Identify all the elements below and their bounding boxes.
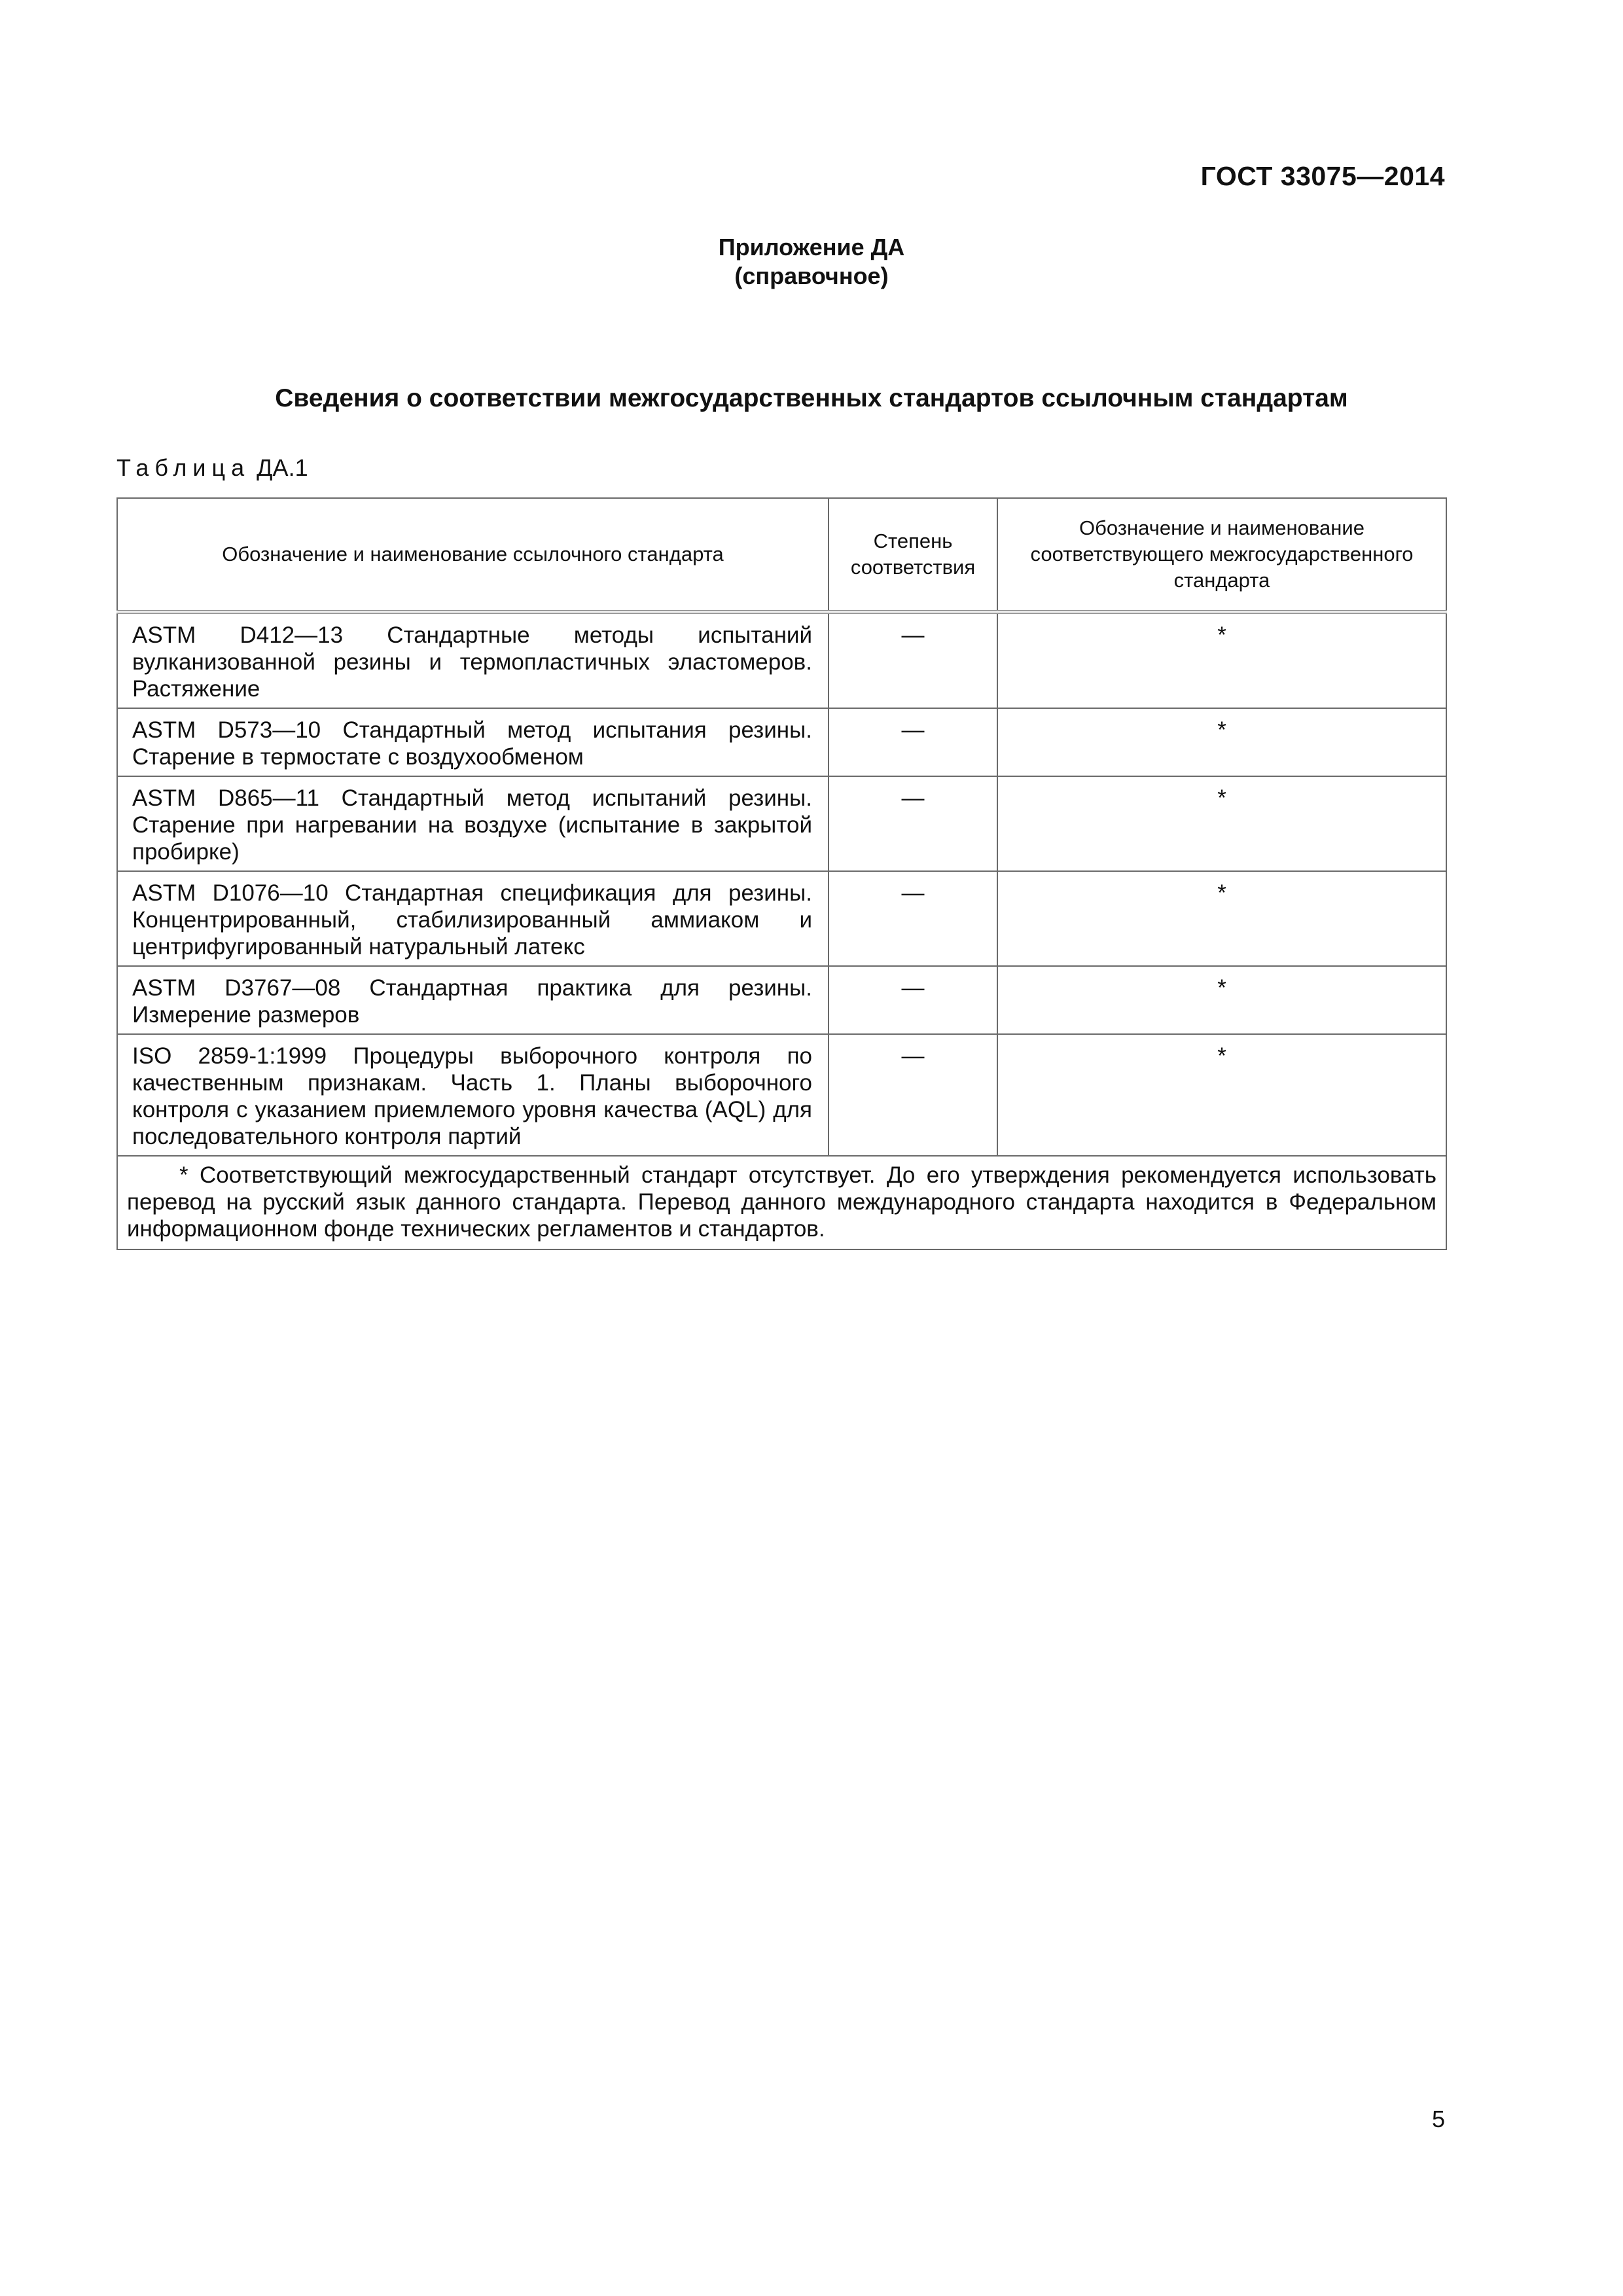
table-footnote-row xyxy=(117,1156,1446,1249)
reference-standard-cell: ASTM D412—13 Стандартные методы испытаний вулканизованной резины и термопластичных эластомеров. Растяжение xyxy=(117,612,829,708)
degree-cell: — xyxy=(829,776,997,871)
appendix-heading xyxy=(0,233,1623,291)
degree-cell: — xyxy=(829,966,997,1034)
table-footnote: * Соответствующий межгосударственный стандарт отсутствует. До его утверждения рекомендуется использовать перевод на русский язык данного стандарта. Перевод данного международного стандарта находится в Федеральном информационном фонде технических регламентов и стандартов. xyxy=(117,1156,1446,1249)
table-row xyxy=(117,708,1446,776)
equivalent-standard-cell: * xyxy=(997,871,1446,966)
equivalent-standard-cell: * xyxy=(997,708,1446,776)
standards-correspondence-table xyxy=(116,497,1447,1250)
reference-standard-cell: ASTM D3767—08 Стандартная практика для резины. Измерение размеров xyxy=(117,966,829,1034)
degree-cell: — xyxy=(829,708,997,776)
reference-standard-cell: ASTM D573—10 Стандартный метод испытания резины. Старение в термостате с воздухообменом xyxy=(117,708,829,776)
equivalent-standard-cell: * xyxy=(997,1034,1446,1156)
table-row xyxy=(117,612,1446,708)
equivalent-standard-cell: * xyxy=(997,612,1446,708)
reference-standard-cell: ISO 2859-1:1999 Процедуры выборочного контроля по качественным признакам. Часть 1. Планы выборочного контроля с указанием приемлемого уровня качества (AQL) для последовательного контроля партий xyxy=(117,1034,829,1156)
table-label xyxy=(116,454,308,482)
table-label-word: Таблица xyxy=(116,454,251,481)
equivalent-standard-cell: * xyxy=(997,776,1446,871)
page-title: Сведения о соответствии межгосударственных стандартов ссылочным стандартам xyxy=(275,384,1348,412)
table-row xyxy=(117,871,1446,966)
table-row xyxy=(117,966,1446,1034)
table-header-row xyxy=(117,498,1446,612)
appendix-subtitle: (справочное) xyxy=(734,262,889,289)
equivalent-standard-cell: * xyxy=(997,966,1446,1034)
reference-standard-cell: ASTM D1076—10 Стандартная спецификация для резины. Концентрированный, стабилизированный аммиаком и центрифугированный натуральный латекс xyxy=(117,871,829,966)
header-reference-standard: Обозначение и наименование ссылочного стандарта xyxy=(117,498,829,612)
header-degree-of-correspondence: Степень соответствия xyxy=(829,498,997,612)
header-equivalent-standard: Обозначение и наименование соответствующего межгосударственного стандарта xyxy=(997,498,1446,612)
degree-cell: — xyxy=(829,871,997,966)
page-number: 5 xyxy=(1431,2106,1445,2132)
table-row xyxy=(117,776,1446,871)
table-label-number: ДА.1 xyxy=(257,454,308,481)
degree-cell: — xyxy=(829,1034,997,1156)
appendix-title: Приложение ДА xyxy=(718,234,905,260)
reference-standard-cell: ASTM D865—11 Стандартный метод испытаний резины. Старение при нагревании на воздухе (испытание в закрытой пробирке) xyxy=(117,776,829,871)
document-code: ГОСТ 33075—2014 xyxy=(1200,161,1445,191)
table-row xyxy=(117,1034,1446,1156)
degree-cell: — xyxy=(829,612,997,708)
